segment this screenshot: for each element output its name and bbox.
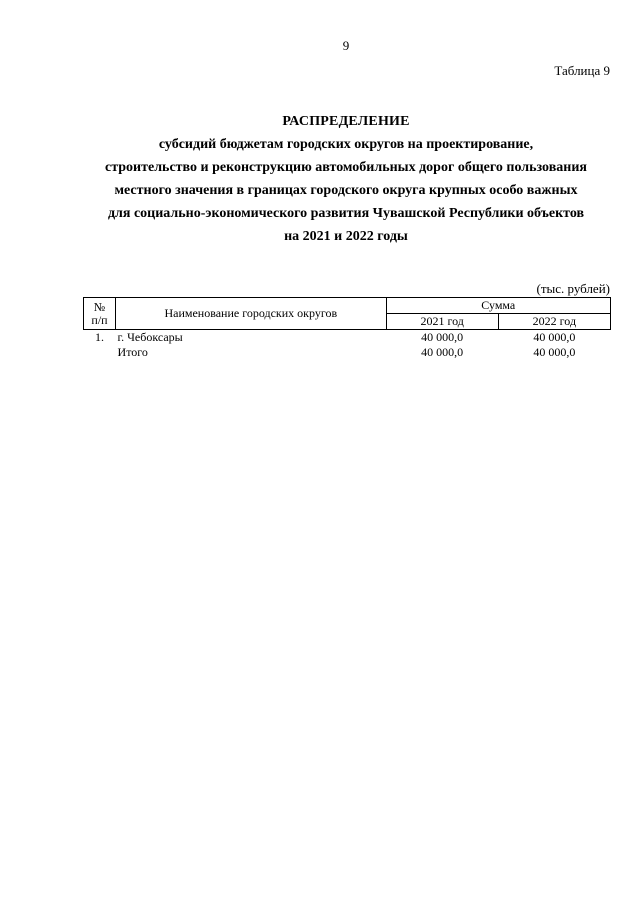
- header-sum: Сумма: [386, 298, 610, 314]
- row-value-2021: 40 000,0: [421, 345, 464, 359]
- table-row-total: [84, 345, 611, 360]
- row-name: Итого: [117, 345, 148, 359]
- page-number: 9: [342, 38, 350, 53]
- table-caption: Таблица 9: [554, 63, 610, 78]
- header-num: [84, 298, 116, 330]
- row-num: [84, 345, 116, 360]
- title-line: субсидий бюджетам городских округов на проектирование,: [158, 137, 534, 152]
- table-row: [84, 330, 611, 346]
- row-value-2022: 40 000,0: [533, 330, 576, 344]
- row-value-2021: 40 000,0: [421, 330, 464, 344]
- document-title: [40, 110, 640, 248]
- title-line: для социально-экономического развития Чувашской Республики объектов: [107, 206, 585, 221]
- row-value-2022: 40 000,0: [533, 345, 576, 359]
- distribution-table: [83, 297, 611, 360]
- header-row: [84, 298, 611, 314]
- row-num: 1.: [95, 330, 105, 344]
- row-name: г. Чебоксары: [117, 330, 183, 344]
- title-heading: РАСПРЕДЕЛЕНИЕ: [282, 114, 410, 129]
- units-label: (тыс. рублей): [536, 281, 610, 296]
- header-num-line2: п/п: [91, 312, 108, 327]
- header-num-line1: №: [93, 299, 106, 314]
- title-line: строительство и реконструкцию автомобильных дорог общего пользования: [105, 160, 587, 175]
- title-line: местного значения в границах городского округа крупных особо важных: [114, 183, 578, 198]
- header-year-2022: 2022 год: [498, 314, 610, 330]
- header-name: Наименование городских округов: [116, 298, 387, 330]
- title-line: на 2021 и 2022 годы: [284, 229, 408, 244]
- header-year-2021: 2021 год: [386, 314, 498, 330]
